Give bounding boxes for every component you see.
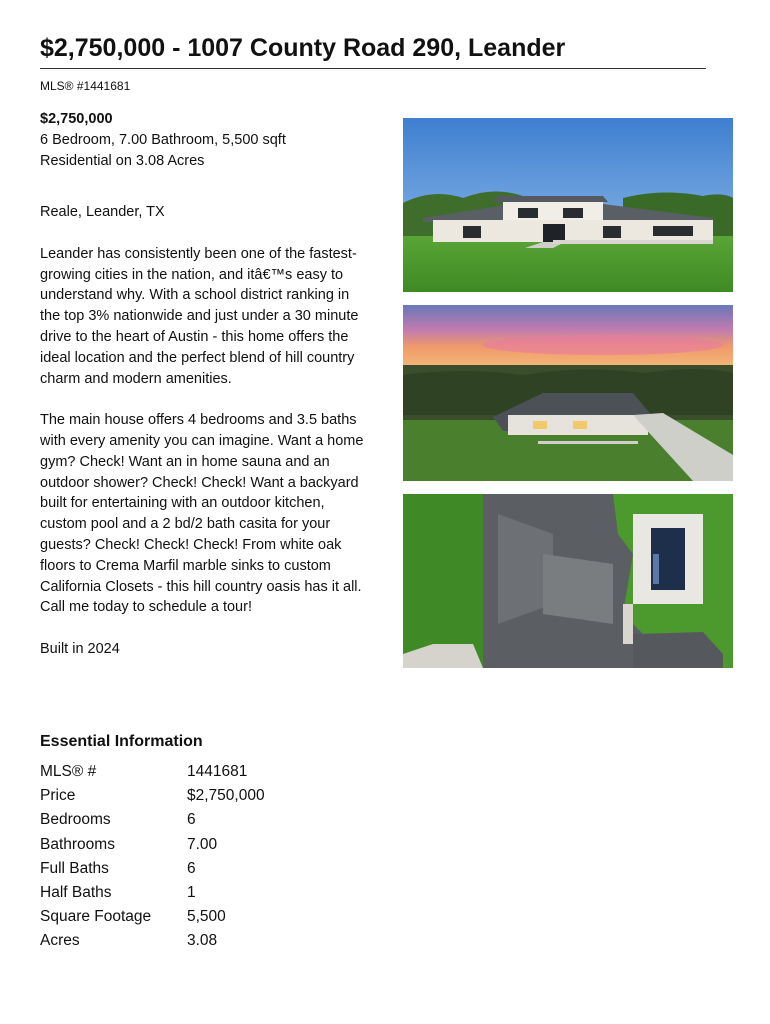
fact-row (40, 929, 265, 953)
fact-label: Half Baths (40, 884, 112, 902)
essential-information-table (40, 760, 265, 954)
fact-label: Acres (40, 932, 80, 950)
fact-label: Bathrooms (40, 835, 115, 853)
fact-row (40, 905, 265, 929)
fact-value: 6 (187, 859, 196, 877)
fact-value: 1441681 (187, 763, 248, 781)
fact-label: MLS® # (40, 763, 97, 781)
property-photo-sunset-aerial (403, 305, 733, 481)
property-photo-front (403, 118, 733, 292)
description-paragraph: The main house offers 4 bedrooms and 3.5 baths with every amenity you can imagine. Want a home gym? Check! Want an in home sauna and an outdoor shower? Check! Check! Want a backyard built for entertaining with an outdoor kitchen, custom pool and a 2 bd/2 bath casita for your guests? Check! Check! Check! From white oak floors to Crema Marfil marble sinks to custom California Closets - this hill country oasis has it all. Call me today to schedule a tour! (40, 412, 364, 616)
fact-row (40, 784, 265, 808)
listing-specs: 6 Bedroom, 7.00 Bathroom, 5,500 sqft (40, 131, 286, 148)
page-title: $2,750,000 - 1007 County Road 290, Leander (40, 34, 566, 62)
built-year: Built in 2024 (40, 640, 120, 657)
fact-value: 3.08 (187, 932, 218, 950)
fact-value: 5,500 (187, 908, 226, 926)
fact-row (40, 760, 265, 784)
mls-number: MLS® #1441681 (40, 79, 131, 93)
listing-location: Reale, Leander, TX (40, 204, 165, 221)
listing-details (40, 109, 370, 660)
title-divider (40, 68, 706, 69)
description-paragraph: Leander has consistently been one of the fastest-growing cities in the nation, and itâ€™s easy to understand why. With a school district ranking in the top 3% nationwide and just under a 30 minute drive to the heart of Austin - this home offers the ideal location and the perfect blend of hill country charm and modern amenities. (40, 245, 359, 387)
fact-label: Bedrooms (40, 811, 111, 829)
fact-value: 1 (187, 884, 196, 902)
fact-row (40, 808, 265, 832)
fact-label: Price (40, 787, 76, 805)
fact-row (40, 857, 265, 881)
listing-type: Residential on 3.08 Acres (40, 152, 205, 169)
fact-row (40, 881, 265, 905)
fact-row (40, 833, 265, 857)
fact-label: Full Baths (40, 859, 109, 877)
essential-information-heading: Essential Information (40, 733, 203, 750)
fact-value: $2,750,000 (187, 787, 265, 805)
fact-label: Square Footage (40, 908, 152, 926)
fact-value: 6 (187, 811, 196, 829)
fact-value: 7.00 (187, 835, 218, 853)
listing-price: $2,750,000 (40, 111, 113, 127)
property-photo-overhead-pool (403, 494, 733, 668)
